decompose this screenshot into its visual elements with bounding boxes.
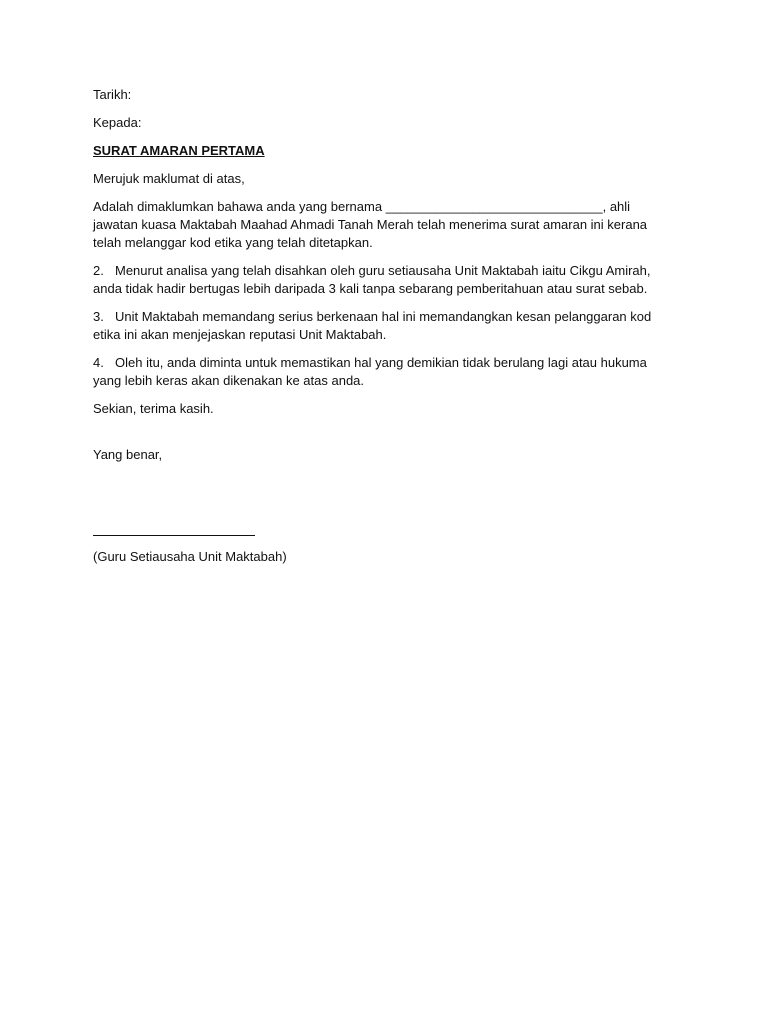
- paragraph-4: [93, 354, 673, 390]
- paragraph-2-text: Menurut analisa yang telah disahkan oleh guru setiausaha Unit Maktabah iaitu Cikgu Amirah, anda tidak hadir bertugas lebih daripada 3 kali tanpa sebarang pemberitahuan atau surat sebab.: [93, 263, 651, 296]
- paragraph-2-number: 2.: [93, 263, 104, 278]
- recipient-label: Kepada:: [93, 115, 142, 130]
- paragraph-1: Adalah dimaklumkan bahawa anda yang bernama ______________________________, ahli jawatan kuasa Maktabah Maahad Ahmadi Tanah Merah telah menerima surat amaran ini kerana telah melanggar kod etika yang telah ditetapkan.: [93, 199, 648, 250]
- paragraph-2: [93, 262, 673, 298]
- closing-line: Yang benar,: [93, 447, 163, 462]
- signatory-title: (Guru Setiausaha Unit Maktabah): [93, 549, 287, 564]
- letter-title: SURAT AMARAN PERTAMA: [93, 143, 265, 158]
- date-label: Tarikh:: [93, 87, 132, 102]
- letter-body: [93, 86, 673, 566]
- paragraph-3: [93, 308, 673, 344]
- paragraph-4-number: 4.: [93, 355, 104, 370]
- signature-line: [93, 534, 255, 536]
- paragraph-4-text: Oleh itu, anda diminta untuk memastikan hal yang demikian tidak berulang lagi atau hukuma yang lebih keras akan dikenakan ke atas anda.: [93, 355, 647, 388]
- reference-line: Merujuk maklumat di atas,: [93, 171, 245, 186]
- paragraph-3-text: Unit Maktabah memandang serius berkenaan hal ini memandangkan kesan pelanggaran kod etika ini akan menjejaskan reputasi Unit Maktabah.: [93, 309, 652, 342]
- thanks-line: Sekian, terima kasih.: [93, 401, 214, 416]
- paragraph-3-number: 3.: [93, 309, 104, 324]
